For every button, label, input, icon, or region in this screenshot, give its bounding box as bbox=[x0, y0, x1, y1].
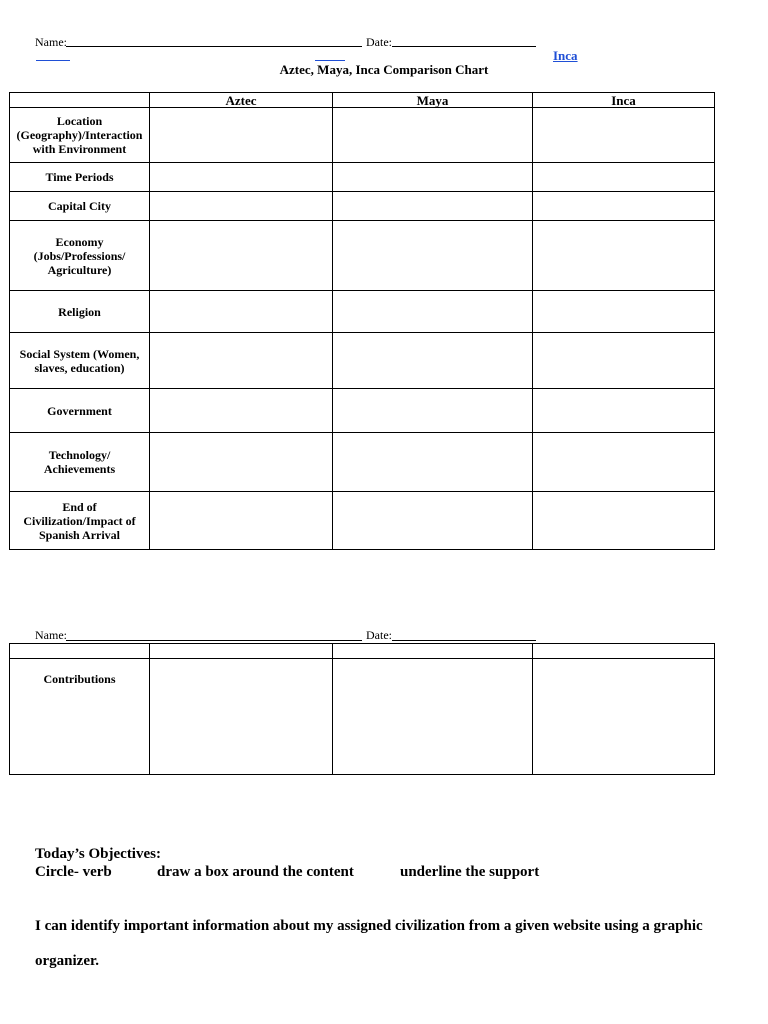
cell-inca-contributions[interactable] bbox=[533, 659, 715, 775]
row-label-social-system: Social System (Women, slaves, education) bbox=[10, 333, 150, 389]
cell-maya-capital-city[interactable] bbox=[333, 192, 533, 221]
header-aztec: Aztec bbox=[150, 93, 333, 108]
objective-statement-line2: organizer. bbox=[35, 953, 100, 969]
objective-statement-line1: I can identify important information about my assigned civilization from a given website using a graphic bbox=[35, 918, 703, 934]
comparison-table bbox=[9, 92, 715, 550]
cell-aztec-social-system[interactable] bbox=[150, 333, 333, 389]
row-label-government: Government bbox=[10, 389, 150, 433]
header-inca: Inca bbox=[533, 93, 715, 108]
cell-inca-technology[interactable] bbox=[533, 433, 715, 492]
row-label-end-of-civilization: End of Civilization/Impact of Spanish Arrival bbox=[10, 492, 150, 550]
row-label-time-periods: Time Periods bbox=[10, 163, 150, 192]
cell-aztec-technology[interactable] bbox=[150, 433, 333, 492]
cell-aztec-time-periods[interactable] bbox=[150, 163, 333, 192]
cell-aztec-contributions[interactable] bbox=[150, 659, 333, 775]
cell-aztec-location[interactable] bbox=[150, 108, 333, 163]
cell-inca-economy[interactable] bbox=[533, 221, 715, 291]
cell-maya-contributions[interactable] bbox=[333, 659, 533, 775]
name-label: Name: bbox=[35, 35, 67, 49]
aztec-link-underline[interactable] bbox=[36, 60, 70, 61]
cell-inca-capital-city[interactable] bbox=[533, 192, 715, 221]
name-field[interactable] bbox=[66, 46, 362, 47]
header-maya: Maya bbox=[333, 93, 533, 108]
contrib-header-maya bbox=[333, 644, 533, 659]
second-date-label: Date: bbox=[366, 628, 392, 642]
contrib-header-blank bbox=[10, 644, 150, 659]
cell-aztec-end-of-civilization[interactable] bbox=[150, 492, 333, 550]
cell-aztec-economy[interactable] bbox=[150, 221, 333, 291]
objective-circle-verb: Circle- verb bbox=[35, 864, 112, 880]
cell-inca-time-periods[interactable] bbox=[533, 163, 715, 192]
cell-aztec-religion[interactable] bbox=[150, 291, 333, 333]
cell-maya-social-system[interactable] bbox=[333, 333, 533, 389]
maya-link-underline[interactable] bbox=[315, 60, 345, 61]
objective-box-content: draw a box around the content bbox=[157, 864, 354, 880]
cell-aztec-government[interactable] bbox=[150, 389, 333, 433]
row-label-religion: Religion bbox=[10, 291, 150, 333]
row-label-technology: Technology/ Achievements bbox=[10, 433, 150, 492]
cell-maya-economy[interactable] bbox=[333, 221, 533, 291]
cell-maya-government[interactable] bbox=[333, 389, 533, 433]
cell-inca-religion[interactable] bbox=[533, 291, 715, 333]
page-title: Aztec, Maya, Inca Comparison Chart bbox=[279, 62, 489, 77]
row-label-capital-city: Capital City bbox=[10, 192, 150, 221]
second-date-field[interactable] bbox=[392, 640, 536, 641]
second-name-label: Name: bbox=[35, 628, 67, 642]
cell-maya-location[interactable] bbox=[333, 108, 533, 163]
objective-underline-support: underline the support bbox=[400, 864, 540, 880]
cell-aztec-capital-city[interactable] bbox=[150, 192, 333, 221]
cell-inca-government[interactable] bbox=[533, 389, 715, 433]
contributions-table bbox=[9, 643, 715, 775]
cell-inca-location[interactable] bbox=[533, 108, 715, 163]
row-label-location: Location (Geography)/Interaction with Environment bbox=[10, 108, 150, 163]
cell-maya-technology[interactable] bbox=[333, 433, 533, 492]
row-label-economy: Economy (Jobs/Professions/ Agriculture) bbox=[10, 221, 150, 291]
date-label: Date: bbox=[366, 35, 392, 49]
cell-inca-end-of-civilization[interactable] bbox=[533, 492, 715, 550]
cell-maya-religion[interactable] bbox=[333, 291, 533, 333]
cell-maya-end-of-civilization[interactable] bbox=[333, 492, 533, 550]
date-field[interactable] bbox=[392, 46, 536, 47]
header-blank bbox=[10, 93, 150, 108]
cell-maya-time-periods[interactable] bbox=[333, 163, 533, 192]
row-label-contributions: Contributions bbox=[10, 659, 150, 775]
inca-link[interactable]: Inca bbox=[553, 48, 578, 63]
contrib-header-aztec bbox=[150, 644, 333, 659]
contrib-header-inca bbox=[533, 644, 715, 659]
cell-inca-social-system[interactable] bbox=[533, 333, 715, 389]
second-name-field[interactable] bbox=[66, 640, 362, 641]
objectives-heading: Today’s Objectives: bbox=[35, 846, 161, 862]
